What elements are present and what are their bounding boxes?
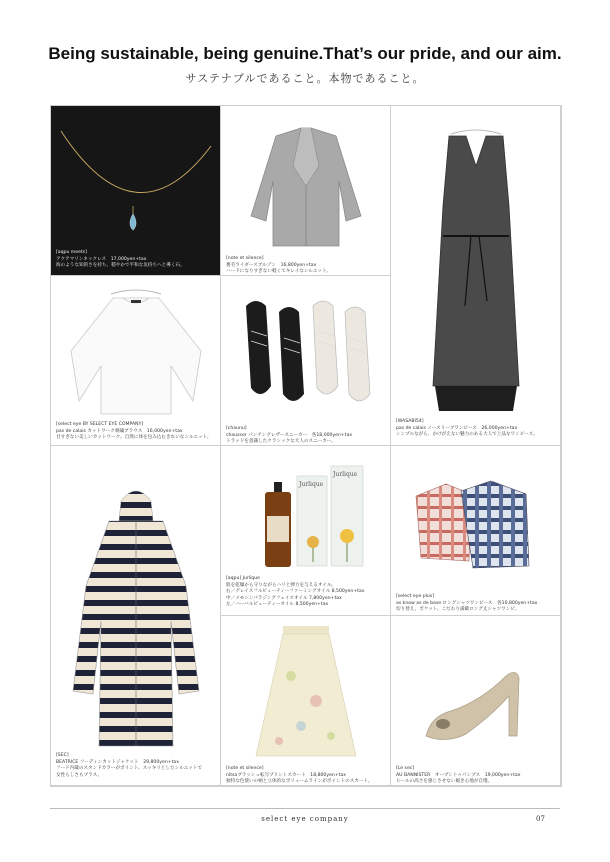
- caption-price: nitsaブラッシュ転写プリントスカート 18,800yen+tax: [226, 772, 346, 778]
- product-cell-oils: [221, 446, 391, 616]
- caption-brand: [note et silence]: [226, 766, 264, 771]
- caption-brand: [Le sec]: [396, 766, 415, 771]
- page-subheadline: サステナブルであること。本物であること。: [185, 72, 425, 85]
- page-number: 07: [536, 815, 545, 823]
- caption-brand: [aqpu meets]: [56, 250, 87, 255]
- product-cell-blouse: [51, 276, 221, 446]
- caption-price: アクアマリンネックレス 17,000yen+tax: [56, 256, 147, 262]
- caption-brand: [select eye plus]: [396, 594, 435, 599]
- shirts-image: [391, 446, 561, 616]
- caption-text: ヒールの高さを感じさせない履き心地が自慢。: [396, 779, 493, 785]
- caption-brand: [chaunu]: [226, 426, 247, 431]
- bottle-brand-right: Jurlique: [333, 471, 358, 478]
- caption-text: 海のような知的さを持ち、穏やかで平和な気持ちへと導く石。: [56, 263, 185, 269]
- skirt-image: [221, 616, 391, 786]
- caption-brand: [SEC]: [56, 753, 69, 758]
- blouse-image: [51, 276, 221, 446]
- caption-text: 中／メモシンパラジングフェイスオイル 7,800yen+tax: [226, 595, 342, 601]
- caption-price: pas de calais カットワーク刺繍ブラウス 16,000yen+tax: [56, 428, 183, 434]
- caption-text: トラッドを意識したクラシックな大人のスニーカー。: [226, 439, 336, 445]
- caption-text: 独特な色使いの柄と立体的なボリュームラインがポイントのスカート。: [226, 779, 373, 785]
- caption-text: 左／ハーバルビューティーオイル 8,500yen+tax: [226, 602, 329, 608]
- caption-price: pas de calais ノースリーブワンピース 26,000yen+tax: [396, 425, 518, 431]
- caption-text: シンプルながら、かけがえない魅力のある大人で上品なワンピース。: [396, 432, 538, 438]
- jacket-image: [221, 106, 391, 276]
- caption-brand: [select eye BY SELECT EYE COMPANY]: [56, 422, 144, 427]
- dress-image: [391, 106, 561, 446]
- caption-text: ハードになりすぎない軽くてキレイなシルエット。: [226, 269, 331, 275]
- pumps-image: [391, 616, 561, 786]
- caption-price: 裏毛ライダースブルゾン 16,800yen+tax: [226, 262, 317, 268]
- caption-text: 女性らしさもプラス。: [56, 772, 102, 778]
- caption-price: as know as de base ロングシャツワンピース 各10,800yen+tax: [396, 600, 538, 606]
- product-cell-sneakers: [221, 276, 391, 446]
- sneakers-image: [221, 276, 391, 446]
- product-cell-coat: [51, 446, 221, 786]
- footer-divider: [50, 808, 560, 809]
- caption-price: chausser パンチングレザースニーカー 各18,000yen+tax: [226, 432, 353, 438]
- product-cell-jacket: [221, 106, 391, 276]
- coat-image: [51, 446, 221, 786]
- footer-brand: select eye company: [261, 815, 349, 823]
- product-cell-dress: [391, 106, 561, 446]
- product-grid: [50, 105, 562, 787]
- page-headline: Being sustainable, being genuine.That’s our pride, and our aim.: [48, 44, 562, 63]
- product-cell-skirt: [221, 616, 391, 786]
- caption-price: AU BANNISTER オープントゥパンプス 19,000yen+tax: [396, 772, 521, 778]
- caption-brand: [note et silence]: [226, 256, 264, 261]
- caption-brand: [WASABI54]: [396, 419, 424, 424]
- bottle-brand-left: Jurlique: [299, 481, 324, 488]
- caption-text: 右／グレイスフルビューティーファーミングオイル 8,500yen+tax: [226, 589, 365, 595]
- product-cell-pumps: [391, 616, 561, 786]
- product-cell-shirts: [391, 446, 561, 616]
- caption-price: BEATRICE フーディンカットジャケット 29,800yen+tax: [56, 759, 179, 765]
- caption-price: 肌を乾燥から守りながらハリと弾力を与えるオイル。: [226, 582, 336, 588]
- caption-text: 甘すぎない美しいカットワーク。自然に体を包み込むきれいなシルエット。: [56, 435, 212, 441]
- caption-brand: [aqpu] Jurlique: [226, 576, 260, 581]
- caption-text: 切り替え、ポケット、こだわり満載ロング丈シャツワンピ。: [396, 607, 520, 613]
- product-cell-necklace: [51, 106, 221, 276]
- caption-text: フード内蔵のスタンドカラーがポイント。スッキリとしたシルエットで: [56, 766, 203, 772]
